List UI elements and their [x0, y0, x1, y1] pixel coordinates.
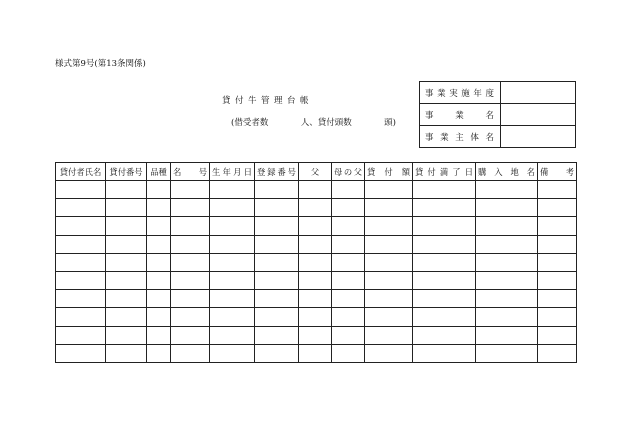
subtitle-suffix: 頭)	[384, 118, 396, 128]
column-header	[210, 163, 255, 181]
table-cell[interactable]	[255, 199, 299, 217]
table-cell[interactable]	[476, 308, 538, 326]
table-cell[interactable]	[332, 253, 365, 271]
table-cell[interactable]	[538, 181, 577, 199]
table-cell[interactable]	[210, 326, 255, 344]
table-cell[interactable]	[413, 253, 476, 271]
table-cell[interactable]	[210, 217, 255, 235]
table-cell[interactable]	[299, 181, 332, 199]
table-row	[56, 290, 577, 308]
table-cell[interactable]	[147, 199, 171, 217]
table-cell[interactable]	[332, 308, 365, 326]
info-label	[420, 104, 501, 126]
table-cell[interactable]	[299, 271, 332, 289]
column-header-text: 貸付者氏名	[59, 166, 102, 177]
table-cell[interactable]	[413, 290, 476, 308]
table-cell[interactable]	[106, 199, 147, 217]
table-cell[interactable]	[476, 235, 538, 253]
subtitle-borrower-label: (借受者数	[231, 118, 269, 128]
table-cell[interactable]	[56, 253, 106, 271]
table-cell[interactable]	[171, 326, 210, 344]
table-row	[56, 253, 577, 271]
table-row	[56, 344, 577, 362]
info-label	[420, 82, 501, 104]
table-cell[interactable]	[106, 290, 147, 308]
table-cell[interactable]	[106, 326, 147, 344]
table-cell[interactable]	[538, 217, 577, 235]
table-cell[interactable]	[365, 181, 413, 199]
table-cell[interactable]	[147, 235, 171, 253]
table-cell[interactable]	[56, 217, 106, 235]
table-cell[interactable]	[332, 217, 365, 235]
table-row	[56, 326, 577, 344]
table-cell[interactable]	[171, 217, 210, 235]
table-cell[interactable]	[210, 181, 255, 199]
table-cell[interactable]	[210, 199, 255, 217]
table-cell[interactable]	[56, 199, 106, 217]
subtitle-head-label: 人、貸付頭数	[300, 118, 352, 128]
info-row	[420, 82, 576, 104]
table-cell[interactable]	[538, 271, 577, 289]
table-cell[interactable]	[365, 271, 413, 289]
table-cell[interactable]	[538, 253, 577, 271]
table-cell[interactable]	[332, 199, 365, 217]
column-header	[255, 163, 299, 181]
table-cell[interactable]	[106, 271, 147, 289]
column-header-text: 登 録 番 号	[257, 166, 296, 177]
column-header-text: 貸 付 額	[367, 166, 410, 177]
table-cell[interactable]	[332, 326, 365, 344]
table-cell[interactable]	[147, 308, 171, 326]
column-header	[413, 163, 476, 181]
table-cell[interactable]	[210, 344, 255, 362]
table-cell[interactable]	[476, 217, 538, 235]
table-cell[interactable]	[106, 344, 147, 362]
table-cell[interactable]	[413, 344, 476, 362]
table-cell[interactable]	[476, 326, 538, 344]
table-cell[interactable]	[210, 235, 255, 253]
table-cell[interactable]	[299, 344, 332, 362]
table-cell[interactable]	[476, 181, 538, 199]
table-cell[interactable]	[332, 181, 365, 199]
table-cell[interactable]	[106, 181, 147, 199]
table-cell[interactable]	[106, 253, 147, 271]
column-header-text: 生 年 月 日	[212, 166, 252, 177]
table-cell[interactable]	[413, 217, 476, 235]
table-cell[interactable]	[171, 181, 210, 199]
column-header	[538, 163, 577, 181]
table-cell[interactable]	[255, 253, 299, 271]
table-cell[interactable]	[413, 181, 476, 199]
table-cell[interactable]	[299, 253, 332, 271]
table-cell[interactable]	[171, 344, 210, 362]
table-cell[interactable]	[255, 217, 299, 235]
info-label-text: 事 業 主 体 名	[425, 132, 494, 143]
info-label	[420, 126, 501, 148]
info-label-text: 事 業 実 施 年 度	[425, 88, 494, 99]
table-cell[interactable]	[171, 290, 210, 308]
project-info-table	[419, 81, 576, 148]
table-cell[interactable]	[413, 326, 476, 344]
table-cell[interactable]	[56, 308, 106, 326]
table-cell[interactable]	[413, 199, 476, 217]
table-cell[interactable]	[538, 326, 577, 344]
table-cell[interactable]	[210, 308, 255, 326]
table-cell[interactable]	[538, 308, 577, 326]
info-label-text: 事 業 名	[425, 110, 494, 121]
table-cell[interactable]	[476, 290, 538, 308]
table-cell[interactable]	[365, 235, 413, 253]
table-cell[interactable]	[365, 253, 413, 271]
table-cell[interactable]	[255, 181, 299, 199]
table-cell[interactable]	[147, 290, 171, 308]
table-cell[interactable]	[147, 326, 171, 344]
table-cell[interactable]	[171, 253, 210, 271]
document-title: 貸付牛管理台帳	[222, 96, 314, 106]
table-cell[interactable]	[147, 217, 171, 235]
table-cell[interactable]	[365, 217, 413, 235]
column-header	[171, 163, 210, 181]
table-cell[interactable]	[255, 235, 299, 253]
table-cell[interactable]	[255, 271, 299, 289]
table-cell[interactable]	[56, 271, 106, 289]
table-row	[56, 181, 577, 199]
table-cell[interactable]	[56, 290, 106, 308]
document-subtitle	[231, 116, 396, 128]
column-header-text: 備 考	[540, 166, 574, 177]
column-header-text: 品種	[150, 166, 167, 177]
table-cell[interactable]	[476, 253, 538, 271]
table-row	[56, 271, 577, 289]
table-cell[interactable]	[106, 308, 147, 326]
info-value-field[interactable]	[501, 126, 576, 148]
column-header	[106, 163, 147, 181]
table-cell[interactable]	[171, 308, 210, 326]
column-header	[147, 163, 171, 181]
table-cell[interactable]	[56, 235, 106, 253]
table-cell[interactable]	[299, 308, 332, 326]
column-header	[299, 163, 332, 181]
table-cell[interactable]	[171, 235, 210, 253]
column-header-text: 名 号	[173, 166, 207, 177]
info-value-field[interactable]	[501, 82, 576, 104]
table-cell[interactable]	[538, 290, 577, 308]
table-cell[interactable]	[255, 308, 299, 326]
table-cell[interactable]	[332, 235, 365, 253]
table-cell[interactable]	[299, 326, 332, 344]
table-row	[56, 308, 577, 326]
table-row	[56, 235, 577, 253]
info-value-field[interactable]	[501, 104, 576, 126]
table-cell[interactable]	[365, 290, 413, 308]
table-cell[interactable]	[106, 217, 147, 235]
table-cell[interactable]	[538, 235, 577, 253]
info-row	[420, 104, 576, 126]
table-cell[interactable]	[56, 181, 106, 199]
table-cell[interactable]	[365, 199, 413, 217]
table-cell[interactable]	[476, 199, 538, 217]
form-number: 様式第9号(第13条関係)	[55, 59, 146, 69]
table-cell[interactable]	[147, 344, 171, 362]
column-header-text: 購 入 地 名	[478, 166, 535, 177]
table-cell[interactable]	[147, 271, 171, 289]
table-cell[interactable]	[299, 290, 332, 308]
table-cell[interactable]	[147, 253, 171, 271]
table-cell[interactable]	[299, 235, 332, 253]
table-cell[interactable]	[332, 290, 365, 308]
table-cell[interactable]	[332, 271, 365, 289]
table-cell[interactable]	[332, 344, 365, 362]
table-cell[interactable]	[413, 235, 476, 253]
column-header-text: 貸 付 満 了 日	[415, 166, 473, 177]
table-cell[interactable]	[255, 344, 299, 362]
table-cell[interactable]	[171, 271, 210, 289]
column-header-text: 父	[310, 166, 320, 177]
table-cell[interactable]	[476, 271, 538, 289]
table-cell[interactable]	[476, 344, 538, 362]
table-cell[interactable]	[413, 308, 476, 326]
table-cell[interactable]	[210, 290, 255, 308]
table-cell[interactable]	[413, 271, 476, 289]
table-cell[interactable]	[538, 199, 577, 217]
table-cell[interactable]	[365, 344, 413, 362]
column-header	[476, 163, 538, 181]
ledger-table	[55, 162, 577, 363]
column-header	[365, 163, 413, 181]
column-header-text: 貸付番号	[109, 166, 143, 177]
table-cell[interactable]	[365, 308, 413, 326]
column-header	[332, 163, 365, 181]
column-header-text: 母 の 父	[334, 166, 362, 177]
table-row	[56, 199, 577, 217]
table-cell[interactable]	[210, 253, 255, 271]
table-cell[interactable]	[210, 271, 255, 289]
table-cell[interactable]	[56, 344, 106, 362]
table-cell[interactable]	[538, 344, 577, 362]
table-row	[56, 217, 577, 235]
table-cell[interactable]	[255, 290, 299, 308]
table-cell[interactable]	[255, 326, 299, 344]
table-cell[interactable]	[299, 199, 332, 217]
column-header	[56, 163, 106, 181]
table-cell[interactable]	[365, 326, 413, 344]
table-cell[interactable]	[56, 326, 106, 344]
table-cell[interactable]	[299, 217, 332, 235]
table-cell[interactable]	[171, 199, 210, 217]
table-cell[interactable]	[106, 235, 147, 253]
table-cell[interactable]	[147, 181, 171, 199]
info-row	[420, 126, 576, 148]
